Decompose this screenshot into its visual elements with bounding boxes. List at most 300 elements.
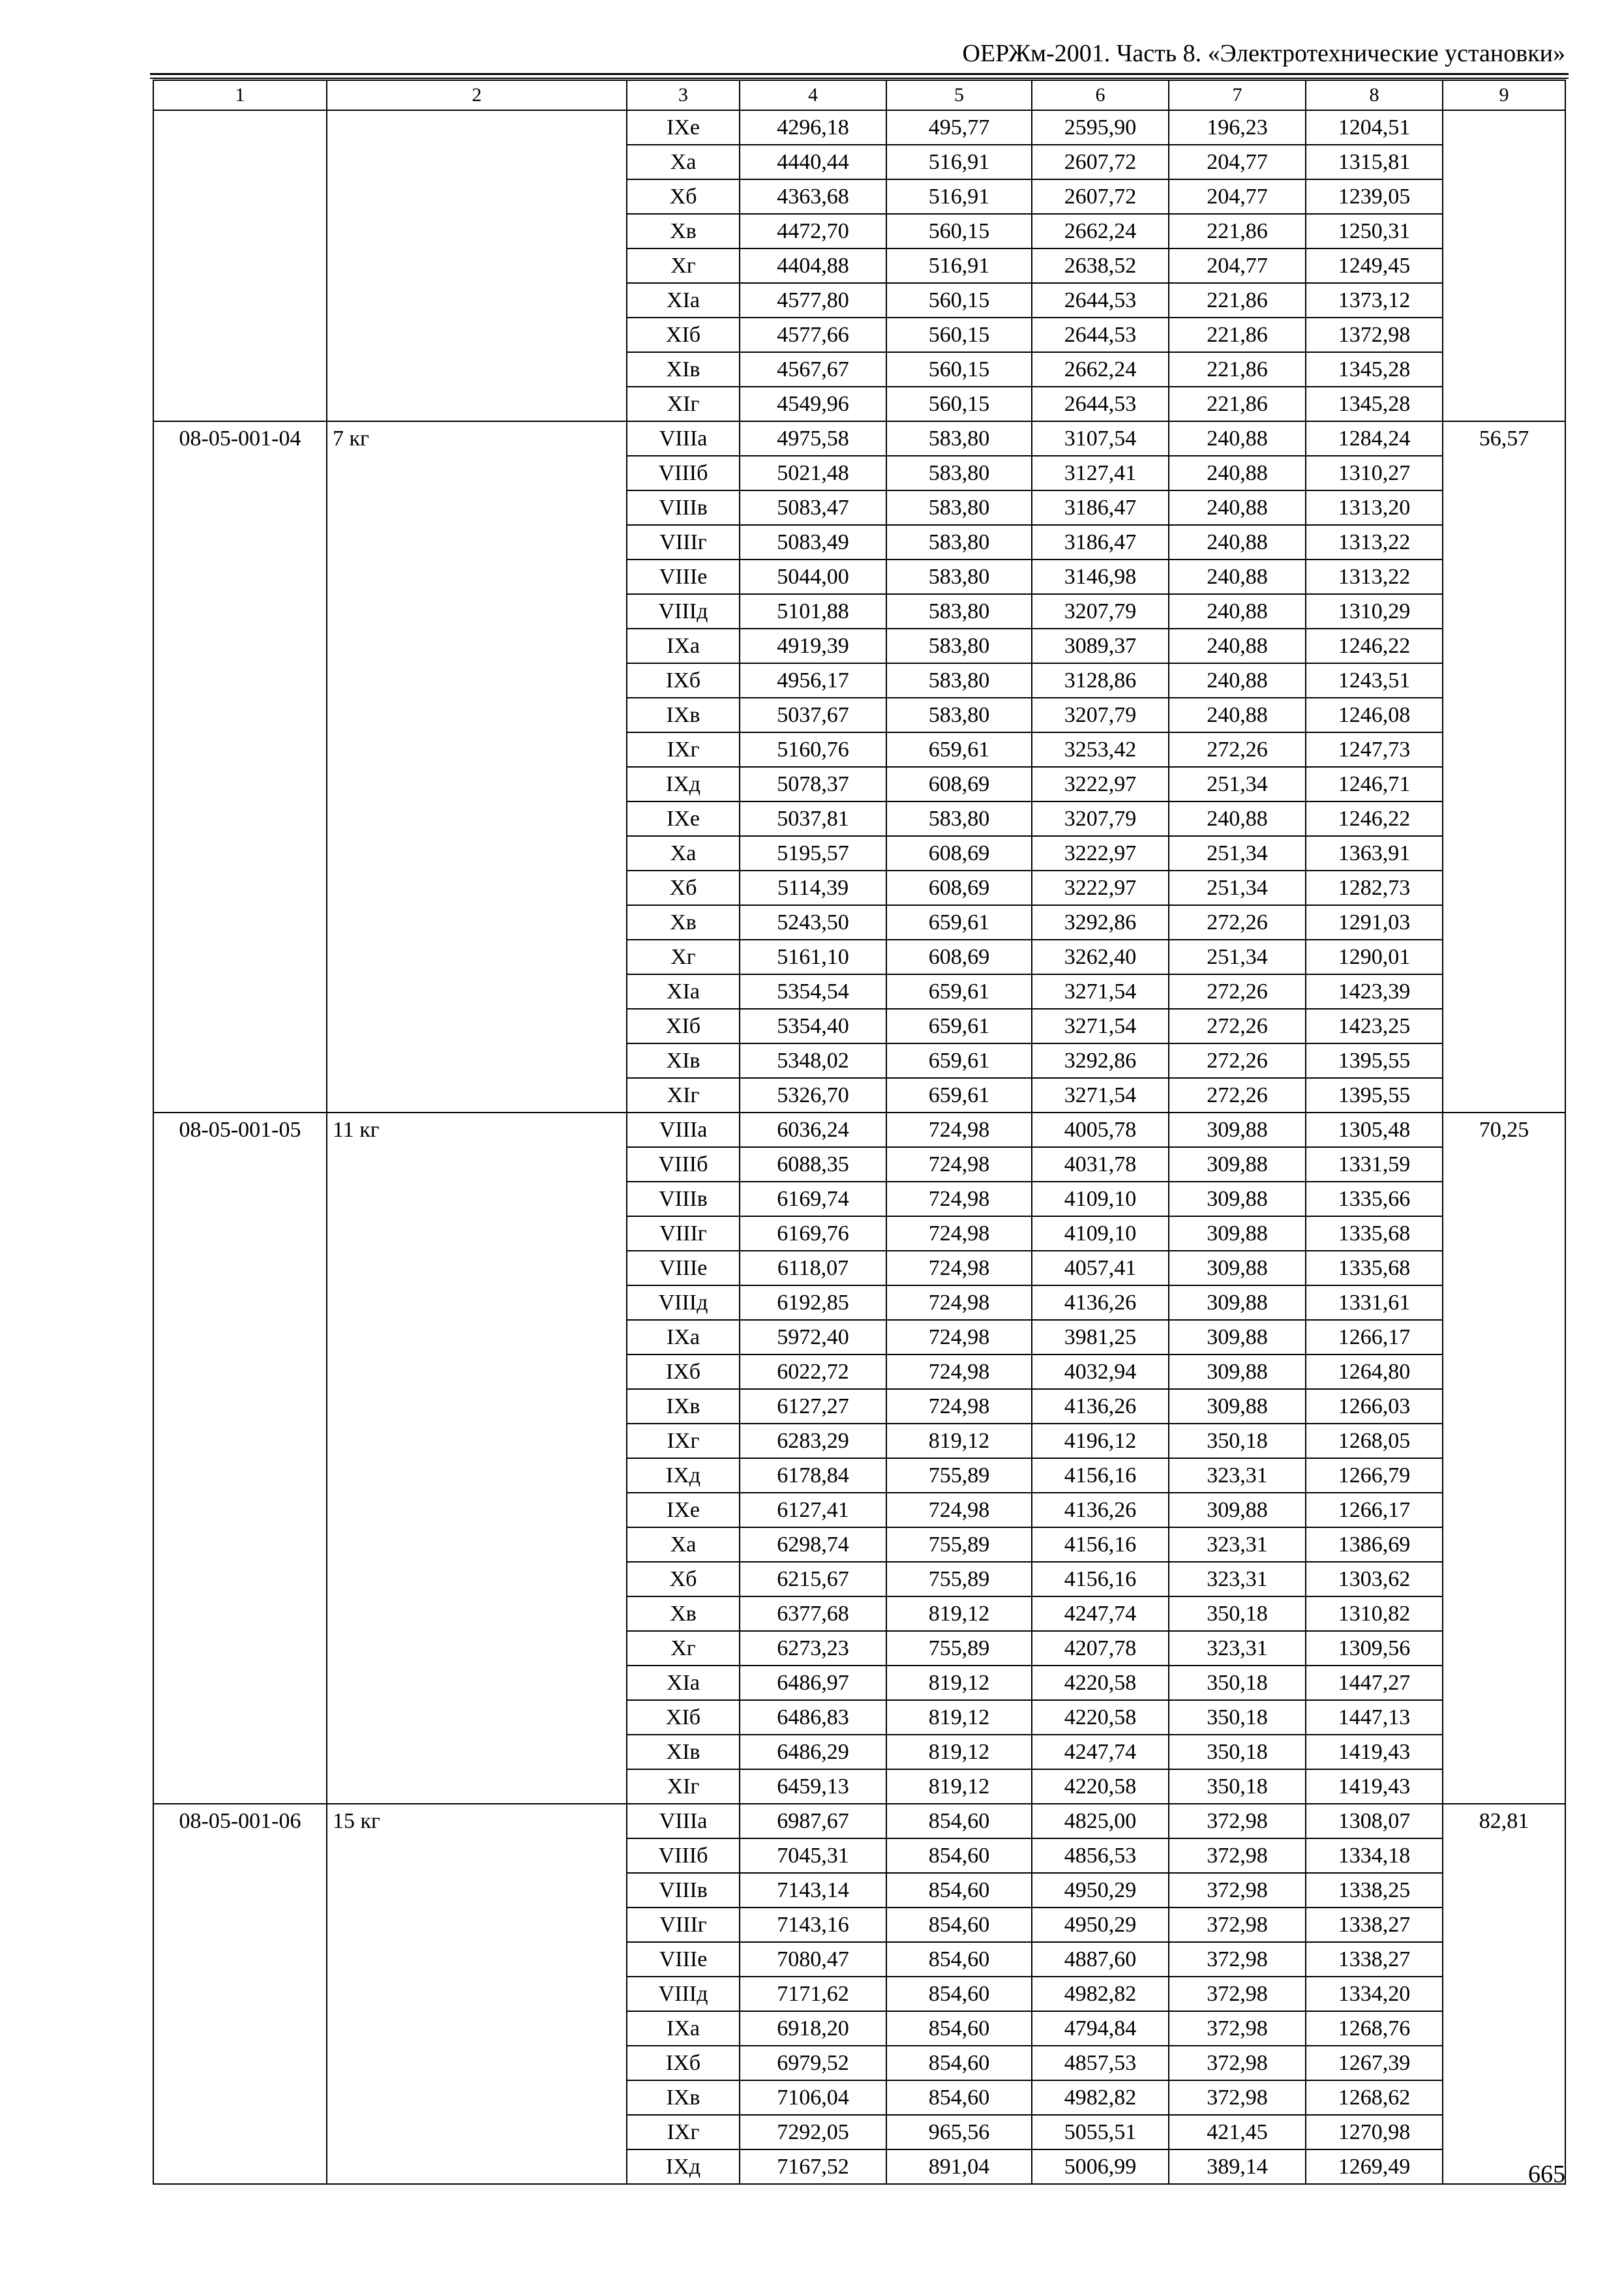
column-header: 9 — [1443, 80, 1565, 110]
value-cell: 4031,78 — [1032, 1147, 1169, 1182]
zone-cell: VIIIв — [627, 1873, 740, 1908]
value-cell: 516,91 — [886, 179, 1032, 214]
value-cell: 854,60 — [886, 1942, 1032, 1977]
value-cell: 1334,18 — [1306, 1838, 1443, 1873]
value-cell: 5037,67 — [740, 698, 886, 732]
value-cell: 3207,79 — [1032, 594, 1169, 629]
value-cell: 240,88 — [1169, 594, 1306, 629]
value-cell: 4136,26 — [1032, 1285, 1169, 1320]
zone-cell: VIIIа — [627, 421, 740, 456]
value-cell: 350,18 — [1169, 1735, 1306, 1769]
value-cell: 3107,54 — [1032, 421, 1169, 456]
zone-cell: IXб — [627, 2046, 740, 2080]
column-header: 1 — [153, 80, 327, 110]
value-cell: 6377,68 — [740, 1596, 886, 1631]
value-cell: 5078,37 — [740, 767, 886, 801]
value-cell: 5354,54 — [740, 974, 886, 1009]
value-cell: 6298,74 — [740, 1527, 886, 1562]
value-cell: 4982,82 — [1032, 1977, 1169, 2011]
value-cell: 1270,98 — [1306, 2115, 1443, 2149]
value-cell: 3222,97 — [1032, 767, 1169, 801]
col9-value-cell: 70,25 — [1443, 1113, 1565, 1804]
value-cell: 4440,44 — [740, 145, 886, 179]
value-cell: 5348,02 — [740, 1043, 886, 1078]
value-cell: 1282,73 — [1306, 871, 1443, 905]
value-cell: 6127,41 — [740, 1493, 886, 1527]
value-cell: 608,69 — [886, 871, 1032, 905]
value-cell: 240,88 — [1169, 663, 1306, 698]
value-cell: 4950,29 — [1032, 1908, 1169, 1942]
value-cell: 1249,45 — [1306, 248, 1443, 283]
value-cell: 1419,43 — [1306, 1735, 1443, 1769]
value-cell: 2638,52 — [1032, 248, 1169, 283]
value-cell: 3292,86 — [1032, 905, 1169, 940]
price-code-cell: 08-05-001-04 — [153, 421, 327, 1113]
value-cell: 4247,74 — [1032, 1596, 1169, 1631]
value-cell: 659,61 — [886, 732, 1032, 767]
value-cell: 7292,05 — [740, 2115, 886, 2149]
value-cell: 1267,39 — [1306, 2046, 1443, 2080]
value-cell: 309,88 — [1169, 1251, 1306, 1285]
zone-cell: Xб — [627, 179, 740, 214]
value-cell: 1264,80 — [1306, 1354, 1443, 1389]
value-cell: 309,88 — [1169, 1354, 1306, 1389]
value-cell: 272,26 — [1169, 732, 1306, 767]
zone-cell: VIIIв — [627, 1182, 740, 1216]
value-cell: 516,91 — [886, 145, 1032, 179]
col9-value-cell: 56,57 — [1443, 421, 1565, 1113]
column-header: 8 — [1306, 80, 1443, 110]
value-cell: 421,45 — [1169, 2115, 1306, 2149]
zone-cell: VIIIб — [627, 1147, 740, 1182]
zone-cell: Xб — [627, 871, 740, 905]
value-cell: 583,80 — [886, 456, 1032, 490]
value-cell: 2644,53 — [1032, 387, 1169, 421]
value-cell: 350,18 — [1169, 1700, 1306, 1735]
table-row — [153, 421, 1565, 456]
value-cell: 4404,88 — [740, 248, 886, 283]
value-cell: 3222,97 — [1032, 871, 1169, 905]
value-cell: 5972,40 — [740, 1320, 886, 1354]
value-cell: 6192,85 — [740, 1285, 886, 1320]
header-rule — [150, 73, 1569, 75]
value-cell: 323,31 — [1169, 1527, 1306, 1562]
value-cell: 5006,99 — [1032, 2149, 1169, 2184]
value-cell: 724,98 — [886, 1251, 1032, 1285]
value-cell: 5243,50 — [740, 905, 886, 940]
value-cell: 1310,82 — [1306, 1596, 1443, 1631]
value-cell: 1334,20 — [1306, 1977, 1443, 2011]
value-cell: 1395,55 — [1306, 1043, 1443, 1078]
value-cell: 4950,29 — [1032, 1873, 1169, 1908]
value-cell: 2662,24 — [1032, 352, 1169, 387]
value-cell: 1363,91 — [1306, 836, 1443, 871]
zone-cell: VIIIб — [627, 456, 740, 490]
value-cell: 583,80 — [886, 801, 1032, 836]
value-cell: 240,88 — [1169, 456, 1306, 490]
value-cell: 724,98 — [886, 1493, 1032, 1527]
price-name-cell: 7 кг — [327, 421, 627, 1113]
value-cell: 251,34 — [1169, 836, 1306, 871]
zone-cell: Xв — [627, 1596, 740, 1631]
value-cell: 4577,66 — [740, 318, 886, 352]
value-cell: 4220,58 — [1032, 1769, 1169, 1804]
value-cell: 4196,12 — [1032, 1424, 1169, 1458]
value-cell: 251,34 — [1169, 940, 1306, 974]
value-cell: 1423,39 — [1306, 974, 1443, 1009]
col9-value-cell: 82,81 — [1443, 1804, 1565, 2184]
value-cell: 4956,17 — [740, 663, 886, 698]
price-code-cell: 08-05-001-05 — [153, 1113, 327, 1804]
value-cell: 4472,70 — [740, 214, 886, 248]
value-cell: 309,88 — [1169, 1320, 1306, 1354]
zone-cell: XIг — [627, 1078, 740, 1113]
value-cell: 7167,52 — [740, 2149, 886, 2184]
value-cell: 5195,57 — [740, 836, 886, 871]
value-cell: 4363,68 — [740, 179, 886, 214]
value-cell: 1338,27 — [1306, 1908, 1443, 1942]
value-cell: 1310,29 — [1306, 594, 1443, 629]
zone-cell: IXа — [627, 1320, 740, 1354]
zone-cell: IXб — [627, 663, 740, 698]
value-cell: 6036,24 — [740, 1113, 886, 1147]
value-cell: 755,89 — [886, 1562, 1032, 1596]
value-cell: 350,18 — [1169, 1596, 1306, 1631]
value-cell: 7171,62 — [740, 1977, 886, 2011]
zone-cell: VIIIе — [627, 560, 740, 594]
value-cell: 1268,76 — [1306, 2011, 1443, 2046]
zone-cell: VIIIг — [627, 1216, 740, 1251]
page-number: 665 — [1528, 2161, 1565, 2188]
value-cell: 309,88 — [1169, 1493, 1306, 1527]
value-cell: 1303,62 — [1306, 1562, 1443, 1596]
zone-cell: VIIIб — [627, 1838, 740, 1873]
value-cell: 240,88 — [1169, 698, 1306, 732]
value-cell: 4005,78 — [1032, 1113, 1169, 1147]
value-cell: 1269,49 — [1306, 2149, 1443, 2184]
value-cell: 1338,25 — [1306, 1873, 1443, 1908]
value-cell: 819,12 — [886, 1769, 1032, 1804]
value-cell: 7045,31 — [740, 1838, 886, 1873]
value-cell: 608,69 — [886, 767, 1032, 801]
zone-cell: XIа — [627, 1666, 740, 1700]
value-cell: 6118,07 — [740, 1251, 886, 1285]
value-cell: 1345,28 — [1306, 387, 1443, 421]
value-cell: 819,12 — [886, 1596, 1032, 1631]
value-cell: 272,26 — [1169, 1009, 1306, 1043]
value-cell: 1331,61 — [1306, 1285, 1443, 1320]
zone-cell: VIIIд — [627, 594, 740, 629]
value-cell: 583,80 — [886, 663, 1032, 698]
value-cell: 4577,80 — [740, 283, 886, 318]
value-cell: 7143,16 — [740, 1908, 886, 1942]
value-cell: 372,98 — [1169, 2080, 1306, 2115]
value-cell: 724,98 — [886, 1285, 1032, 1320]
zone-cell: VIIIд — [627, 1285, 740, 1320]
value-cell: 2662,24 — [1032, 214, 1169, 248]
value-cell: 240,88 — [1169, 629, 1306, 663]
value-cell: 583,80 — [886, 490, 1032, 525]
value-cell: 372,98 — [1169, 1908, 1306, 1942]
value-cell: 5037,81 — [740, 801, 886, 836]
value-cell: 854,60 — [886, 2080, 1032, 2115]
value-cell: 3207,79 — [1032, 698, 1169, 732]
value-cell: 1313,22 — [1306, 525, 1443, 560]
value-cell: 583,80 — [886, 629, 1032, 663]
value-cell: 1243,51 — [1306, 663, 1443, 698]
value-cell: 350,18 — [1169, 1424, 1306, 1458]
value-cell: 659,61 — [886, 974, 1032, 1009]
zone-cell: XIг — [627, 387, 740, 421]
value-cell: 204,77 — [1169, 248, 1306, 283]
value-cell: 608,69 — [886, 940, 1032, 974]
value-cell: 4220,58 — [1032, 1700, 1169, 1735]
value-cell: 221,86 — [1169, 283, 1306, 318]
value-cell: 4109,10 — [1032, 1216, 1169, 1251]
value-cell: 350,18 — [1169, 1666, 1306, 1700]
zone-cell: IXд — [627, 767, 740, 801]
zone-cell: XIг — [627, 1769, 740, 1804]
value-cell: 560,15 — [886, 283, 1032, 318]
value-cell: 1345,28 — [1306, 352, 1443, 387]
value-cell: 1250,31 — [1306, 214, 1443, 248]
value-cell: 1335,68 — [1306, 1251, 1443, 1285]
value-cell: 1309,56 — [1306, 1631, 1443, 1666]
value-cell: 240,88 — [1169, 560, 1306, 594]
value-cell: 6283,29 — [740, 1424, 886, 1458]
value-cell: 583,80 — [886, 421, 1032, 456]
value-cell: 6459,13 — [740, 1769, 886, 1804]
value-cell: 3207,79 — [1032, 801, 1169, 836]
value-cell: 372,98 — [1169, 2046, 1306, 2080]
value-cell: 204,77 — [1169, 179, 1306, 214]
value-cell: 854,60 — [886, 1804, 1032, 1838]
value-cell: 560,15 — [886, 387, 1032, 421]
value-cell: 372,98 — [1169, 1804, 1306, 1838]
value-cell: 1310,27 — [1306, 456, 1443, 490]
value-cell: 724,98 — [886, 1389, 1032, 1424]
value-cell: 4296,18 — [740, 110, 886, 145]
zone-cell: IXе — [627, 110, 740, 145]
price-name-cell: 15 кг — [327, 1804, 627, 2184]
value-cell: 4220,58 — [1032, 1666, 1169, 1700]
value-cell: 819,12 — [886, 1735, 1032, 1769]
value-cell: 854,60 — [886, 1908, 1032, 1942]
value-cell: 3127,41 — [1032, 456, 1169, 490]
value-cell: 309,88 — [1169, 1182, 1306, 1216]
value-cell: 3262,40 — [1032, 940, 1169, 974]
value-cell: 1268,62 — [1306, 2080, 1443, 2115]
value-cell: 3271,54 — [1032, 1009, 1169, 1043]
value-cell: 372,98 — [1169, 1942, 1306, 1977]
value-cell: 5326,70 — [740, 1078, 886, 1113]
value-cell: 659,61 — [886, 1078, 1032, 1113]
value-cell: 724,98 — [886, 1216, 1032, 1251]
zone-cell: XIб — [627, 1009, 740, 1043]
value-cell: 4794,84 — [1032, 2011, 1169, 2046]
value-cell: 1266,17 — [1306, 1320, 1443, 1354]
zone-cell: IXг — [627, 1424, 740, 1458]
zone-cell: VIIIе — [627, 1251, 740, 1285]
value-cell: 6127,27 — [740, 1389, 886, 1424]
value-cell: 1266,79 — [1306, 1458, 1443, 1493]
value-cell: 755,89 — [886, 1527, 1032, 1562]
value-cell: 891,04 — [886, 2149, 1032, 2184]
value-cell: 724,98 — [886, 1113, 1032, 1147]
value-cell: 1419,43 — [1306, 1769, 1443, 1804]
value-cell: 323,31 — [1169, 1458, 1306, 1493]
column-number-row — [153, 80, 1565, 110]
zone-cell: VIIIв — [627, 490, 740, 525]
value-cell: 204,77 — [1169, 145, 1306, 179]
value-cell: 3271,54 — [1032, 1078, 1169, 1113]
zone-cell: XIв — [627, 1043, 740, 1078]
header-rule-thin — [150, 78, 1569, 79]
value-cell: 6022,72 — [740, 1354, 886, 1389]
zone-cell: Xг — [627, 1631, 740, 1666]
column-header: 7 — [1169, 80, 1306, 110]
value-cell: 724,98 — [886, 1354, 1032, 1389]
value-cell: 819,12 — [886, 1424, 1032, 1458]
zone-cell: XIа — [627, 974, 740, 1009]
table-body — [153, 110, 1565, 2184]
value-cell: 3186,47 — [1032, 525, 1169, 560]
value-cell: 6486,29 — [740, 1735, 886, 1769]
zone-cell: Xа — [627, 145, 740, 179]
value-cell: 272,26 — [1169, 974, 1306, 1009]
value-cell: 2595,90 — [1032, 110, 1169, 145]
value-cell: 4919,39 — [740, 629, 886, 663]
zone-cell: IXа — [627, 629, 740, 663]
value-cell: 323,31 — [1169, 1631, 1306, 1666]
zone-cell: XIа — [627, 283, 740, 318]
value-cell: 724,98 — [886, 1147, 1032, 1182]
value-cell: 755,89 — [886, 1631, 1032, 1666]
value-cell: 196,23 — [1169, 110, 1306, 145]
value-cell: 5055,51 — [1032, 2115, 1169, 2149]
value-cell: 2644,53 — [1032, 283, 1169, 318]
value-cell: 1335,68 — [1306, 1216, 1443, 1251]
table-row — [153, 1804, 1565, 1838]
value-cell: 4136,26 — [1032, 1389, 1169, 1424]
value-cell: 1447,27 — [1306, 1666, 1443, 1700]
value-cell: 5083,49 — [740, 525, 886, 560]
value-cell: 1315,81 — [1306, 145, 1443, 179]
value-cell: 5021,48 — [740, 456, 886, 490]
zone-cell: XIв — [627, 352, 740, 387]
zone-cell: Xг — [627, 248, 740, 283]
zone-cell: Xб — [627, 1562, 740, 1596]
value-cell: 6979,52 — [740, 2046, 886, 2080]
zone-cell: VIIIг — [627, 1908, 740, 1942]
column-header: 2 — [327, 80, 627, 110]
value-cell: 240,88 — [1169, 490, 1306, 525]
value-cell: 372,98 — [1169, 1977, 1306, 2011]
value-cell: 1246,22 — [1306, 801, 1443, 836]
value-cell: 3222,97 — [1032, 836, 1169, 871]
value-cell: 1395,55 — [1306, 1078, 1443, 1113]
value-cell: 372,98 — [1169, 2011, 1306, 2046]
value-cell: 309,88 — [1169, 1285, 1306, 1320]
zone-cell: Xа — [627, 1527, 740, 1562]
zone-cell: IXд — [627, 1458, 740, 1493]
value-cell: 819,12 — [886, 1666, 1032, 1700]
value-cell: 5114,39 — [740, 871, 886, 905]
price-code-cell — [153, 110, 327, 421]
zone-cell: VIIIа — [627, 1804, 740, 1838]
value-cell: 309,88 — [1169, 1216, 1306, 1251]
page-header: ОЕРЖм-2001. Часть 8. «Электротехнические установки» — [962, 40, 1565, 67]
value-cell: 6273,23 — [740, 1631, 886, 1666]
value-cell: 4207,78 — [1032, 1631, 1169, 1666]
value-cell: 1266,03 — [1306, 1389, 1443, 1424]
value-cell: 1239,05 — [1306, 179, 1443, 214]
value-cell: 6169,74 — [740, 1182, 886, 1216]
value-cell: 1268,05 — [1306, 1424, 1443, 1458]
value-cell: 854,60 — [886, 2011, 1032, 2046]
value-cell: 4856,53 — [1032, 1838, 1169, 1873]
zone-cell: VIIIа — [627, 1113, 740, 1147]
value-cell: 309,88 — [1169, 1147, 1306, 1182]
price-name-cell — [327, 110, 627, 421]
value-cell: 1246,22 — [1306, 629, 1443, 663]
value-cell: 854,60 — [886, 1838, 1032, 1873]
value-cell: 6918,20 — [740, 2011, 886, 2046]
value-cell: 1246,08 — [1306, 698, 1443, 732]
value-cell: 5083,47 — [740, 490, 886, 525]
zone-cell: IXд — [627, 2149, 740, 2184]
table-row — [153, 1113, 1565, 1147]
value-cell: 1331,59 — [1306, 1147, 1443, 1182]
value-cell: 309,88 — [1169, 1113, 1306, 1147]
value-cell: 1447,13 — [1306, 1700, 1443, 1735]
value-cell: 4982,82 — [1032, 2080, 1169, 2115]
value-cell: 608,69 — [886, 836, 1032, 871]
column-header: 4 — [740, 80, 886, 110]
value-cell: 659,61 — [886, 1009, 1032, 1043]
value-cell: 251,34 — [1169, 871, 1306, 905]
value-cell: 965,56 — [886, 2115, 1032, 2149]
value-cell: 251,34 — [1169, 767, 1306, 801]
value-cell: 5161,10 — [740, 940, 886, 974]
zone-cell: VIIIд — [627, 1977, 740, 2011]
value-cell: 309,88 — [1169, 1389, 1306, 1424]
value-cell: 560,15 — [886, 214, 1032, 248]
value-cell: 4156,16 — [1032, 1458, 1169, 1493]
rates-table — [153, 80, 1566, 2185]
value-cell: 659,61 — [886, 905, 1032, 940]
zone-cell: XIв — [627, 1735, 740, 1769]
value-cell: 1372,98 — [1306, 318, 1443, 352]
value-cell: 3981,25 — [1032, 1320, 1169, 1354]
value-cell: 240,88 — [1169, 525, 1306, 560]
value-cell: 6987,67 — [740, 1804, 886, 1838]
column-header: 5 — [886, 80, 1032, 110]
zone-cell: Xв — [627, 905, 740, 940]
value-cell: 323,31 — [1169, 1562, 1306, 1596]
value-cell: 6486,97 — [740, 1666, 886, 1700]
value-cell: 724,98 — [886, 1182, 1032, 1216]
value-cell: 5160,76 — [740, 732, 886, 767]
value-cell: 372,98 — [1169, 1838, 1306, 1873]
value-cell: 4156,16 — [1032, 1562, 1169, 1596]
zone-cell: VIIIе — [627, 1942, 740, 1977]
value-cell: 3271,54 — [1032, 974, 1169, 1009]
value-cell: 5101,88 — [740, 594, 886, 629]
value-cell: 240,88 — [1169, 801, 1306, 836]
value-cell: 3253,42 — [1032, 732, 1169, 767]
value-cell: 4247,74 — [1032, 1735, 1169, 1769]
